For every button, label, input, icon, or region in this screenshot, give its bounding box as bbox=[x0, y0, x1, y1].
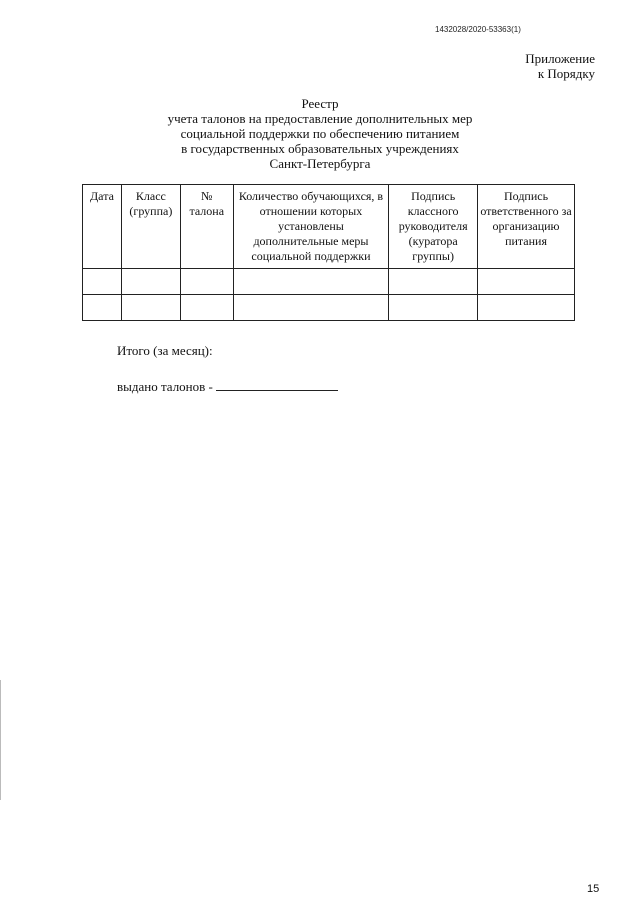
table-row bbox=[83, 295, 575, 321]
table-cell bbox=[389, 269, 478, 295]
table-cell bbox=[478, 269, 575, 295]
title-line: Реестр bbox=[301, 96, 339, 111]
header-voucher-number: № талона bbox=[180, 185, 233, 269]
totals-label: Итого (за месяц): bbox=[117, 343, 213, 358]
table-row bbox=[83, 269, 575, 295]
annex-line-2: к Порядку bbox=[537, 66, 595, 81]
header-responsible-signature: Подпись ответственного за организацию питания bbox=[478, 185, 575, 269]
title-line: социальной поддержки по обеспечению питанием bbox=[180, 126, 460, 141]
table-cell bbox=[233, 295, 388, 321]
header-teacher-signature: Подпись классного руководителя (куратора группы) bbox=[389, 185, 478, 269]
header-student-count: Количество обучающихся, в отношении которых установлены дополнительные меры социальной поддержки bbox=[233, 185, 388, 269]
header-date: Дата bbox=[83, 185, 122, 269]
table-header-row bbox=[83, 185, 575, 269]
table-cell bbox=[389, 295, 478, 321]
title-line: в государственных образовательных учреждениях bbox=[181, 141, 459, 156]
document-id: 1432028/2020-53363(1) bbox=[435, 25, 521, 34]
table-cell bbox=[180, 269, 233, 295]
table-cell bbox=[478, 295, 575, 321]
annex-label bbox=[525, 51, 595, 81]
issued-line bbox=[117, 378, 338, 395]
title-line: учета талонов на предоставление дополнительных мер bbox=[167, 111, 473, 126]
table-cell bbox=[121, 295, 180, 321]
scan-edge-mark bbox=[0, 680, 1, 800]
table-cell bbox=[83, 269, 122, 295]
issued-blank-field bbox=[216, 378, 338, 391]
page-number: 15 bbox=[587, 883, 600, 895]
table-cell bbox=[233, 269, 388, 295]
header-class: Класс (группа) bbox=[121, 185, 180, 269]
annex-line-1: Приложение bbox=[525, 51, 595, 66]
totals-section bbox=[117, 343, 338, 414]
title-line: Санкт-Петербурга bbox=[269, 156, 371, 171]
table-cell bbox=[83, 295, 122, 321]
document-title bbox=[0, 96, 640, 171]
table-cell bbox=[180, 295, 233, 321]
registry-table bbox=[82, 184, 575, 321]
table-cell bbox=[121, 269, 180, 295]
issued-label: выдано талонов - bbox=[117, 379, 213, 394]
